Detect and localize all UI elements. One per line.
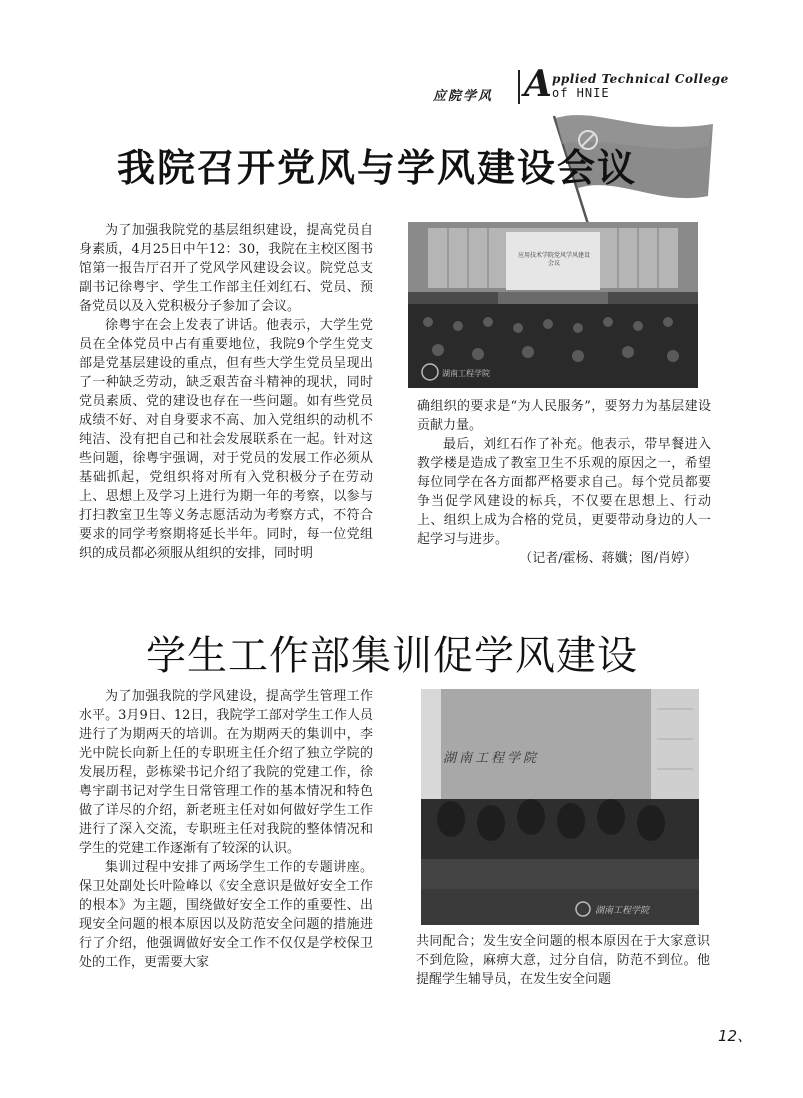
article2-title: 学生工作部集训促学风建设: [146, 633, 638, 679]
article1-credit: （记者/霍杨、蒋孅；图/肖婷）: [519, 551, 697, 566]
meeting-photo-banner: 应用技术学院党风学风建设会议: [517, 252, 590, 267]
meeting-photo-watermark: 湖南工程学院: [442, 369, 490, 378]
college-logo-letter: A: [524, 63, 552, 105]
college-logo-line1: pplied Technical College: [552, 72, 729, 86]
article1-paragraph: 最后，刘红石作了补充。他表示，带早餐进入教学楼是造成了教室卫生不乐观的原因之一，希望每位同学在各方面都严格要求自己。每个党员都要争当促学风建设的标兵，不仅要在思想上、行动上、组织上成为合格的党员，更要带动身边的人一起学习与进步。: [417, 437, 711, 547]
article1-paragraph: 确组织的要求是“为人民服务”，要努力为基层建设贡献力量。: [417, 399, 711, 433]
article2-paragraph: 共同配合；发生安全问题的根本原因在于大家意识不到危险，麻痹大意，过分自信，防范不到位。他提醒学生辅导员，在发生安全问题: [416, 934, 710, 987]
article1-body-right: [417, 397, 711, 568]
training-photo-banner: 湖南工程学院: [443, 751, 540, 766]
page-number: 12、: [718, 1027, 753, 1045]
article1-body-left: [79, 221, 373, 563]
college-logo-line2: of HNIE: [552, 86, 610, 100]
section-label: 应院学风: [433, 89, 494, 104]
article2-paragraph: 集训过程中安排了两场学生工作的专题讲座。保卫处副处长叶险峰以《安全意识是做好安全工作的根本》为主题，围绕做好安全工作的重要性、出现安全问题的根本原因以及防范安全问题的措施进行了介绍，他强调做好安全工作不仅仅是学校保卫处的工作，更需要大家: [79, 860, 373, 970]
header-divider: [518, 70, 520, 104]
article1-paragraph: 为了加强我院党的基层组织建设，提高党员自身素质，4月25日中午12：30，我院在主校区图书馆第一报告厅召开了党风学风建设会议。院党总支副书记徐粤宇、学生工作部主任刘红石、党员、预备党员以及入党积极分子参加了会议。: [79, 223, 373, 314]
article2-paragraph: 为了加强我院的学风建设，提高学生管理工作水平。3月9日、12日，我院学工部对学生工作人员进行了为期两天的培训。在为期两天的集训中，李光中院长向新上任的专职班主任介绍了独立学院的发展历程，彭栋梁书记介绍了我院的党建工作，徐粤宇副书记对学生日常管理工作的基本情况和特色做了详尽的介绍，新老班主任对如何做好学生工作进行了深入交流，专职班主任对我院的整体情况和学生的党建工作逐渐有了较深的认识。: [79, 689, 373, 856]
training-photo: [421, 689, 699, 925]
article2-body-right: [416, 932, 710, 989]
article1-title: 我院召开党风与学风建设会议: [117, 146, 638, 190]
meeting-photo: [408, 222, 698, 388]
article2-body-left: [79, 687, 373, 972]
article1-paragraph: 徐粤宇在会上发表了讲话。他表示，大学生党员在全体党员中占有重要地位，我院9个学生党支部是党基层建设的重点，但有些大学生党员呈现出了一种缺乏劳动，缺乏艰苦奋斗精神的现状，同时党员素质、党的建设也存在一些问题。如有些党员成绩不好、对自身要求不高、加入党组织的动机不纯洁、没有把自己和社会发展联系在一起。针对这些问题，徐粤宇强调，对于党员的发展工作必须从基础抓起，党组织将对所有入党积极分子在劳动上、思想上及学习上进行为期一年的考察，以参与打扫教室卫生等义务志愿活动为考察方式，不符合要求的同学考察期将延长半年。同时，每一位党组织的成员都必须服从组织的安排，同时明: [79, 318, 373, 561]
training-photo-watermark: 湖南工程学院: [595, 906, 650, 916]
